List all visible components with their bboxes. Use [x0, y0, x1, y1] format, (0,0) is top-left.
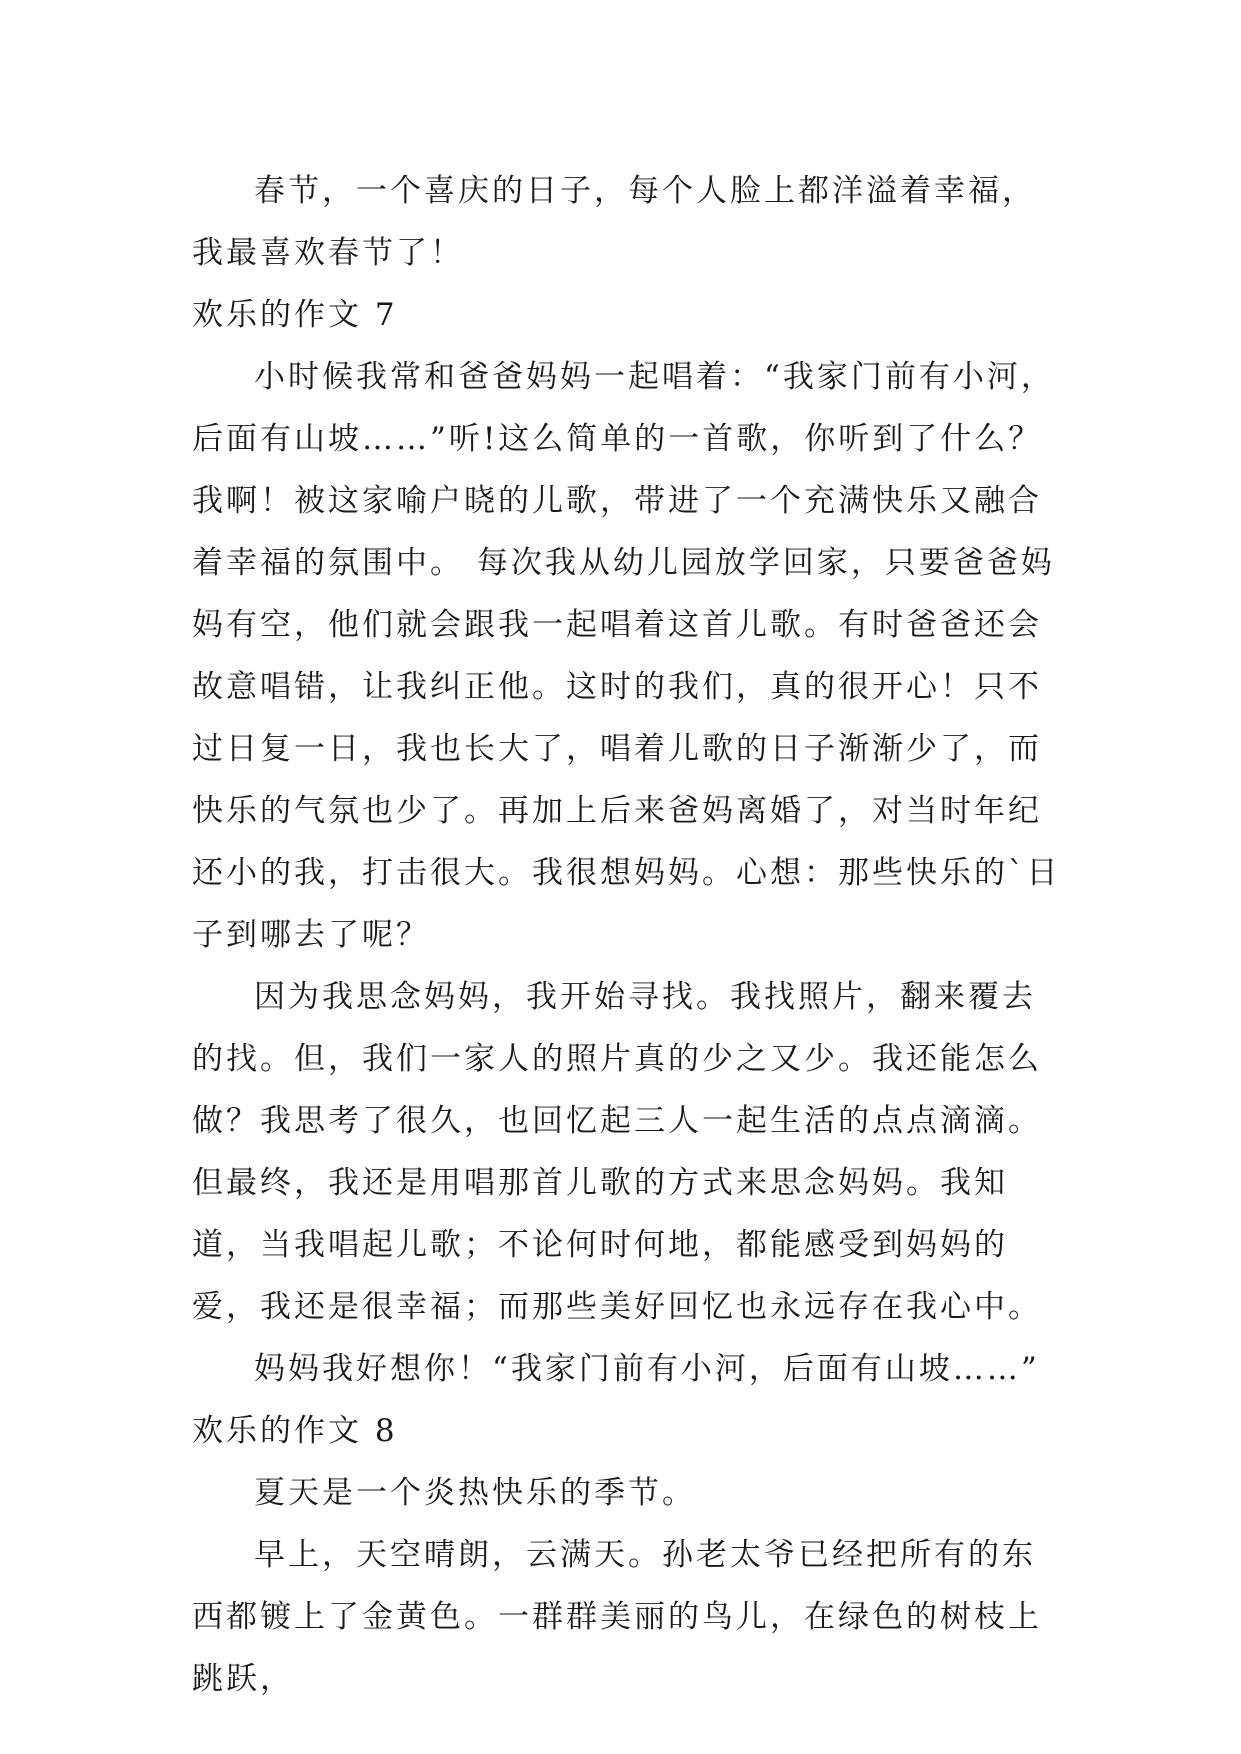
paragraph-spring-festival: 春节，一个喜庆的日子，每个人脸上都洋溢着幸福，我最喜欢春节了！ — [192, 173, 1036, 271]
document-body — [192, 160, 1062, 1710]
essay-heading-7: 欢乐的作文 7 — [192, 297, 398, 333]
paragraph-miss-you: 妈妈我好想你！“我家门前有小河，后面有山坡……” — [254, 1351, 1040, 1387]
essay-heading-8: 欢乐的作文 8 — [192, 1413, 398, 1449]
paragraph-missing-mother: 因为我思念妈妈，我开始寻找。我找照片，翻来覆去的找。但，我们一家人的照片真的少之又少。我还能怎么做？我思考了很久，也回忆起三人一起生活的点点滴滴。但最终，我还是用唱那首儿歌的方式来思念妈妈。我知道，当我唱起儿歌；不论何时何地，都能感受到妈妈的爱，我还是很幸福；而那些美好回忆也永远存在我心中。 — [192, 979, 1042, 1325]
paragraph-childhood-song: 小时候我常和爸爸妈妈一起唱着：“我家门前有小河，后面有山坡……”听!这么简单的一首歌，你听到了什么？我啊！被这家喻户晓的儿歌，带进了一个充满快乐又融合着幸福的氛围中。 每次我从幼儿园放学回家，只要爸爸妈妈有空，他们就会跟我一起唱着这首儿歌。有时爸爸还会故意唱错，让我纠正他。这时的我们，真的很开心！只不过日复一日，我也长大了，唱着儿歌的日子渐渐少了，而快乐的气氛也少了。再加上后来爸妈离婚了，对当时年纪还小的我，打击很大。我很想妈妈。心想：那些快乐的`日子到哪去了呢？ — [192, 359, 1061, 953]
paragraph-summer: 夏天是一个炎热快乐的季节。 — [254, 1475, 696, 1511]
paragraph-morning: 早上，天空晴朗，云满天。孙老太爷已经把所有的东西都镀上了金黄色。一群群美丽的鸟儿，在绿色的树枝上跳跃， — [192, 1537, 1042, 1697]
